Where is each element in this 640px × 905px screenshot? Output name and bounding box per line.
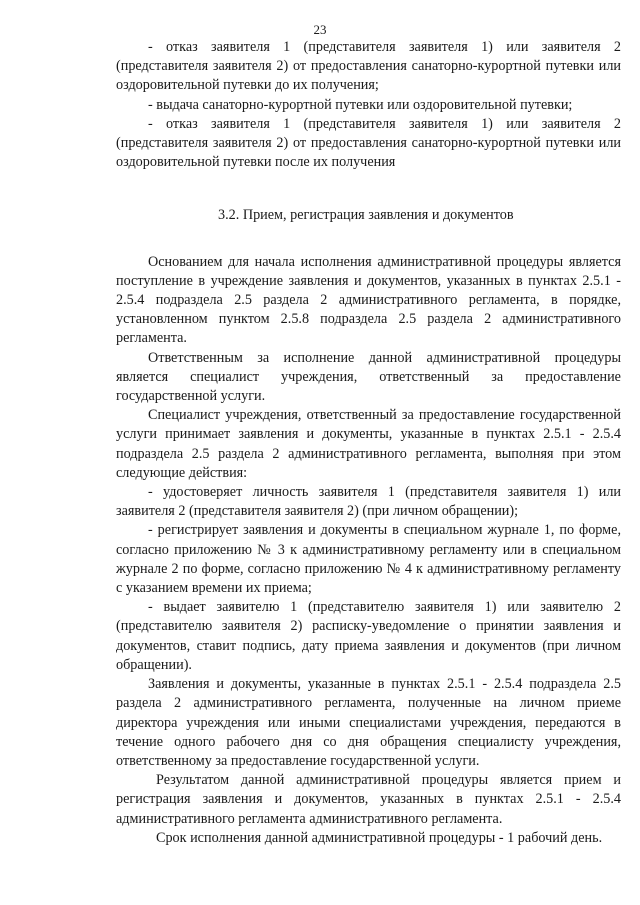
document-body (116, 38, 621, 848)
list-item: - удостоверяет личность заявителя 1 (представителя заявителя 1) или заявителя 2 (представителя заявителя 2) (при личном обращении); (116, 484, 621, 520)
list-item: - отказ заявителя 1 (представителя заявителя 1) или заявителя 2 (представителя заявителя 2) от предоставления санаторно-курортной путевки или оздоровительной путевки до их получения; (116, 39, 621, 94)
list-item: - отказ заявителя 1 (представителя заявителя 1) или заявителя 2 (представителя заявителя 2) от предоставления санаторно-курортной путевки или оздоровительной путевки после их получения (116, 115, 621, 171)
top-list (116, 38, 621, 172)
section-heading: 3.2. Прием, регистрация заявления и документов (218, 207, 514, 224)
paragraph: Ответственным за исполнение данной административной процедуры является специалист учреждения, ответственный за предоставление государственной услуги. (116, 349, 621, 405)
list-item: - выдает заявителю 1 (представителю заявителя 1) или заявителю 2 (представителю заявителя 2) расписку-уведомление о принятии заявления и документов, ставит подпись, дату приема заявления и документов (при личном обращении). (116, 599, 621, 673)
paragraph: Основанием для начала исполнения административной процедуры является поступление в учреждение заявления и документов, указанных в пунктах 2.5.1 - 2.5.4 подраздела 2.5 раздела 2 административного регламента, в порядке, установленном пунктом 2.5.8 подраздела 2.5 раздела 2 административного регламента. (116, 253, 621, 347)
paragraph: Срок исполнения данной административной процедуры - 1 рабочий день. (156, 829, 603, 846)
paragraph: Заявления и документы, указанные в пунктах 2.5.1 - 2.5.4 подраздела 2.5 раздела 2 административного регламента, полученные на личном приеме директора учреждения или иными специалистами учреждения, передаются в течение одного рабочего дня со дня обращения специалисту учреждения, ответственному за предоставление государственной услуги. (116, 676, 621, 769)
list-item: - выдача санаторно-курортной путевки или оздоровительной путевки; (148, 96, 573, 113)
paragraph: Результатом данной административной процедуры является прием и регистрация заявления и документов, указанных в пунктах 2.5.1 - 2.5.4 административного регламента административного регламента. (116, 772, 621, 827)
list-item: - регистрирует заявления и документы в специальном журнале 1, по форме, согласно приложению № 3 к административному регламенту или в специальном журнале 2 по форме, согласно приложению № 4 к административному регламенту с указанием времени их приема; (116, 522, 621, 597)
paragraph: Специалист учреждения, ответственный за предоставление государственной услуги принимает заявления и документы, указанные в пунктах 2.5.1 - 2.5.4 подраздела 2.5 раздела 2 административного регламента, выполняя при этом следующие действия: (116, 407, 621, 481)
page-number: 23 (313, 22, 327, 37)
